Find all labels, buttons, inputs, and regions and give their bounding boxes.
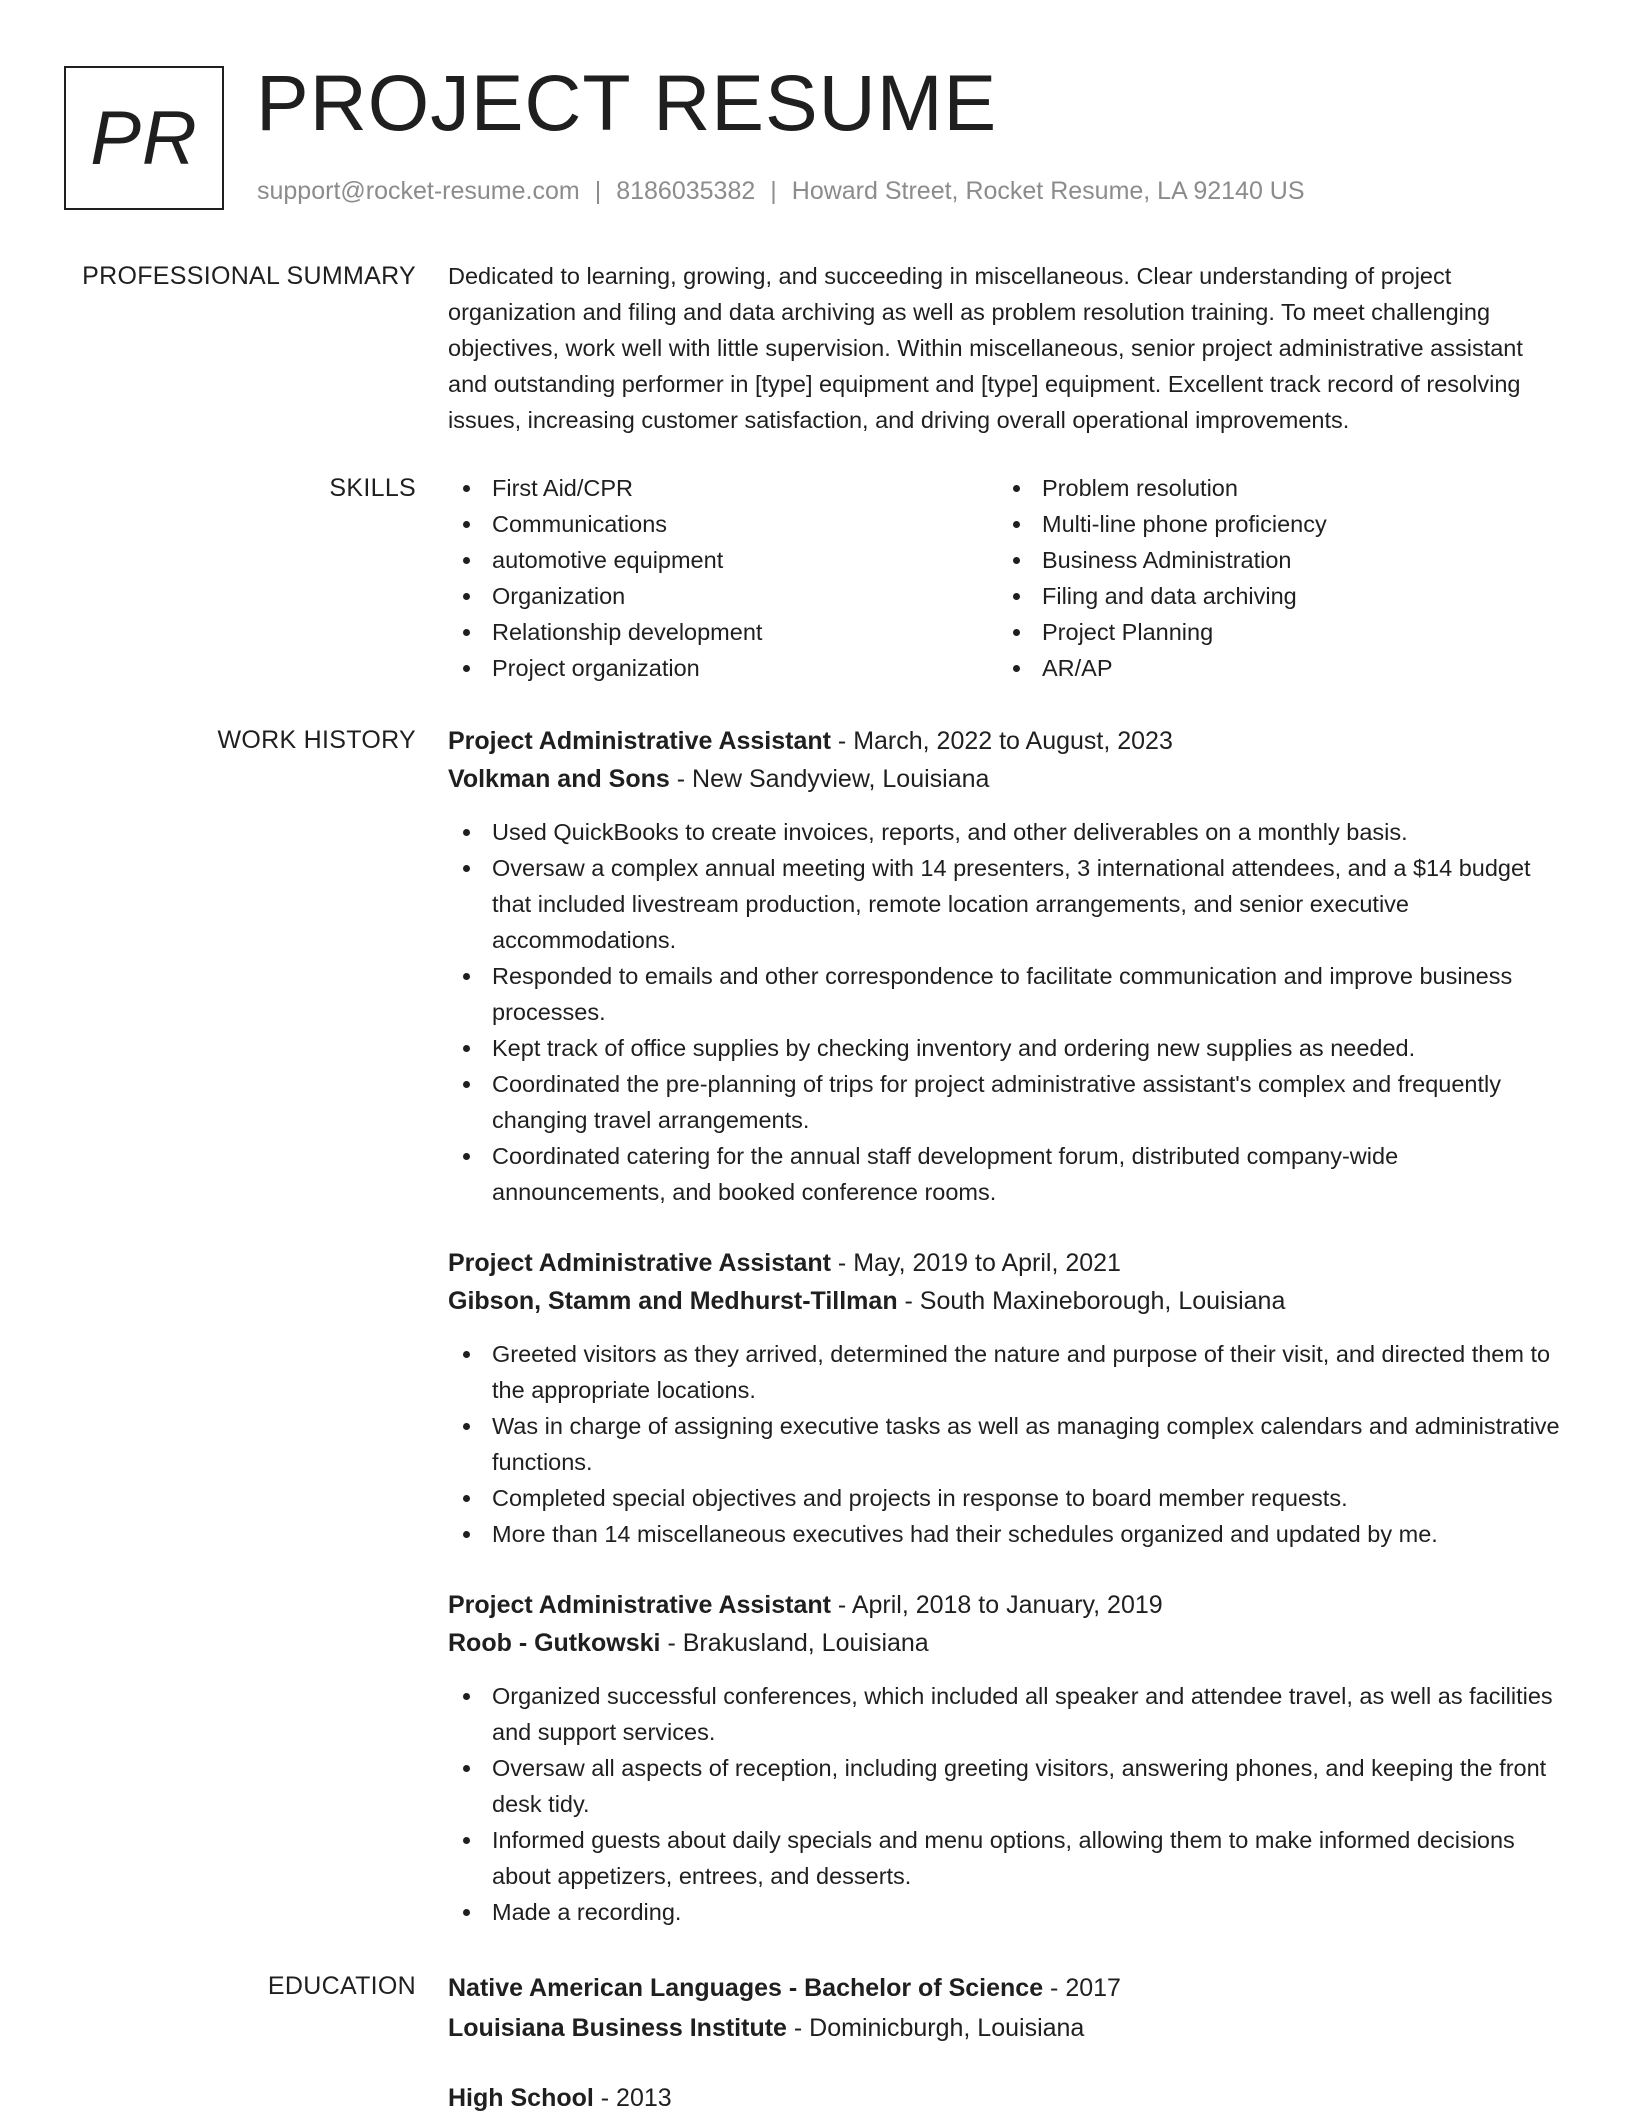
job-dates: - March, 2022 to August, 2023 (830, 727, 1173, 755)
job-title: Project Administrative Assistant (448, 1591, 831, 1619)
work-history-body (448, 722, 1568, 1964)
skill-item: Organization (448, 578, 998, 614)
job-bullet: More than 14 miscellaneous executives had their schedules organized and updated by me. (448, 1516, 1568, 1552)
skill-item: Relationship development (448, 614, 998, 650)
job-bullet: Used QuickBooks to create invoices, reports, and other deliverables on a monthly basis. (448, 814, 1568, 850)
education-entry (448, 2078, 1568, 2112)
job-bullet: Completed special objectives and projects in response to board member requests. (448, 1480, 1568, 1516)
contact-line (257, 174, 1305, 208)
skill-item: Problem resolution (998, 470, 1548, 506)
job-bullet: Informed guests about daily specials and menu options, allowing them to make informed decisions about appetizers, entrees, and desserts. (448, 1822, 1568, 1894)
education-year: - 2013 (593, 2084, 672, 2112)
monogram-box (64, 66, 224, 210)
job-bullet: Kept track of office supplies by checking inventory and ordering new supplies as needed. (448, 1030, 1568, 1066)
job-dates: - April, 2018 to January, 2019 (830, 1591, 1163, 1619)
job-company: Volkman and Sons (448, 765, 670, 793)
education-degree-line (448, 2078, 1568, 2112)
skill-item: Project organization (448, 650, 998, 686)
job-title-line (448, 722, 1568, 760)
job-bullets (448, 1678, 1568, 1930)
contact-phone: 8186035382 (616, 177, 756, 205)
education-degree: Native American Languages - Bachelor of Science (448, 1974, 1044, 2002)
skill-item: automotive equipment (448, 542, 998, 578)
education-degree-line (448, 1968, 1568, 2008)
job-location: - Brakusland, Louisiana (660, 1629, 929, 1657)
job-bullet: Oversaw a complex annual meeting with 14 presenters, 3 international attendees, and a $14 budget that included livestream production, remote location arrangements, and senior executive accommodations. (448, 850, 1568, 958)
resume-name: PROJECT RESUME (256, 58, 998, 147)
job-title-line (448, 1244, 1568, 1282)
job-bullet: Oversaw all aspects of reception, including greeting visitors, answering phones, and keeping the front desk tidy. (448, 1750, 1568, 1822)
job-bullet: Organized successful conferences, which included all speaker and attendee travel, as well as facilities and support services. (448, 1678, 1568, 1750)
section-label-work-history: WORK HISTORY (217, 726, 416, 754)
contact-separator: | (770, 177, 777, 205)
skill-item: Multi-line phone proficiency (998, 506, 1548, 542)
job-dates: - May, 2019 to April, 2021 (830, 1249, 1121, 1277)
skill-item: Project Planning (998, 614, 1548, 650)
skills-list-right (998, 470, 1548, 686)
education-location: - Dominicburgh, Louisiana (786, 2014, 1085, 2042)
job-title: Project Administrative Assistant (448, 727, 831, 755)
education-school-line (448, 2008, 1568, 2048)
summary-text: Dedicated to learning, growing, and succeeding in miscellaneous. Clear understanding of project organization and filing and data archiving as well as problem resolution training. To meet challenging objectives, work well with little supervision. Within miscellaneous, senior project administrative assistant and outstanding performer in [type] equipment and [type] equipment. Excellent track record of resolving issues, increasing customer satisfaction, and driving overall operational improvements. (448, 263, 1523, 433)
skill-item: Communications (448, 506, 998, 542)
education-degree: High School (448, 2084, 594, 2112)
job-entry (448, 722, 1568, 1210)
job-entry (448, 1244, 1568, 1552)
job-bullet: Was in charge of assigning executive tasks as well as managing complex calendars and administrative functions. (448, 1408, 1568, 1480)
education-entry (448, 1968, 1568, 2048)
job-bullet: Made a recording. (448, 1894, 1568, 1930)
job-bullet: Responded to emails and other correspondence to facilitate communication and improve business processes. (448, 958, 1568, 1030)
monogram-initials: PR (90, 95, 198, 181)
section-label-skills: SKILLS (329, 474, 416, 502)
job-company-line (448, 1624, 1568, 1662)
job-title: Project Administrative Assistant (448, 1249, 831, 1277)
skills-grid (448, 470, 1568, 686)
skill-item: First Aid/CPR (448, 470, 998, 506)
job-location: - New Sandyview, Louisiana (669, 765, 990, 793)
job-bullets (448, 1336, 1568, 1552)
job-company: Roob - Gutkowski (448, 1629, 661, 1657)
job-company-line (448, 760, 1568, 798)
education-body (448, 1968, 1568, 2112)
job-bullets (448, 814, 1568, 1210)
job-company-line (448, 1282, 1568, 1320)
education-year: - 2017 (1043, 1974, 1121, 2002)
job-bullet: Coordinated the pre-planning of trips for project administrative assistant's complex and frequently changing travel arrangements. (448, 1066, 1568, 1138)
education-school: Louisiana Business Institute (448, 2014, 787, 2042)
skills-list-left (448, 470, 998, 686)
skill-item: AR/AP (998, 650, 1548, 686)
contact-address: Howard Street, Rocket Resume, LA 92140 US (791, 177, 1305, 205)
skill-item: Business Administration (998, 542, 1548, 578)
section-label-education: EDUCATION (267, 1972, 416, 2000)
job-title-line (448, 1586, 1568, 1624)
job-bullet: Coordinated catering for the annual staff development forum, distributed company-wide announcements, and booked conference rooms. (448, 1138, 1568, 1210)
job-bullet: Greeted visitors as they arrived, determined the nature and purpose of their visit, and directed them to the appropriate locations. (448, 1336, 1568, 1408)
contact-email: support@rocket-resume.com (257, 177, 580, 205)
section-label-summary: PROFESSIONAL SUMMARY (82, 262, 416, 290)
contact-separator: | (594, 177, 602, 205)
job-entry (448, 1586, 1568, 1930)
job-location: - South Maxineborough, Louisiana (897, 1287, 1286, 1315)
job-company: Gibson, Stamm and Medhurst-Tillman (448, 1287, 898, 1315)
skill-item: Filing and data archiving (998, 578, 1548, 614)
